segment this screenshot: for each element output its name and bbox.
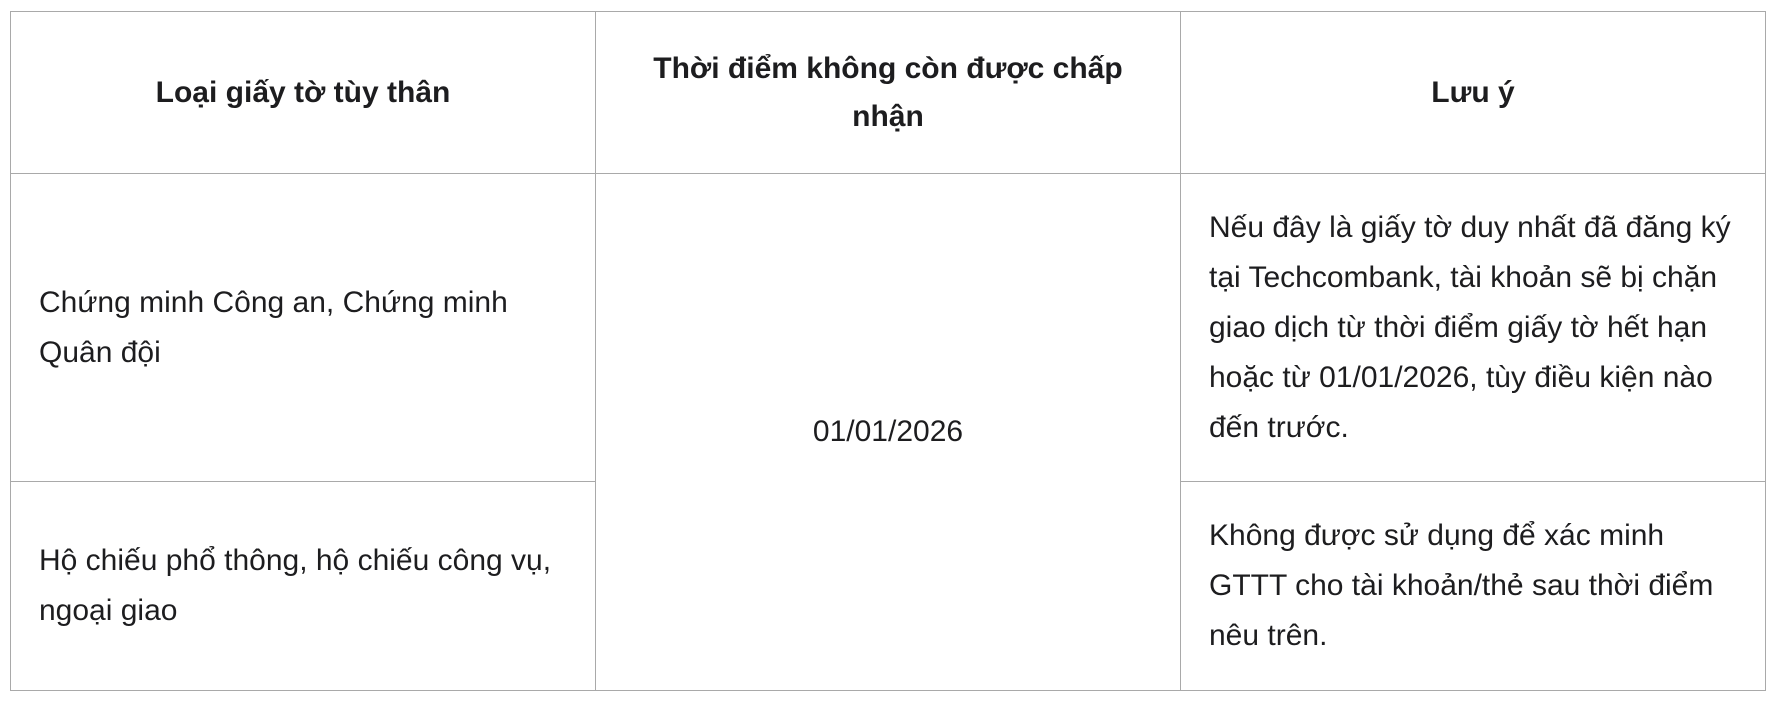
cell-document-type-passports: Hộ chiếu phổ thông, hộ chiếu công vụ, ngoại giao [11,482,596,691]
cell-note-not-used-for-verification: Không được sử dụng để xác minh GTTT cho tài khoản/thẻ sau thời điểm nêu trên. [1181,482,1766,691]
identity-documents-table [10,11,1766,691]
header-document-type: Loại giấy tờ tùy thân [11,12,596,174]
table-row [11,174,1766,482]
cell-deadline-date: 01/01/2026 [596,174,1181,691]
header-note: Lưu ý [1181,12,1766,174]
cell-note-account-blocked: Nếu đây là giấy tờ duy nhất đã đăng ký tại Techcombank, tài khoản sẽ bị chặn giao dịch từ thời điểm giấy tờ hết hạn hoặc từ 01/01/2026, tùy điều kiện nào đến trước. [1181,174,1766,482]
header-deadline: Thời điểm không còn được chấp nhận [596,12,1181,174]
table-header-row [11,12,1766,174]
cell-document-type-police-military-id: Chứng minh Công an, Chứng minh Quân đội [11,174,596,482]
